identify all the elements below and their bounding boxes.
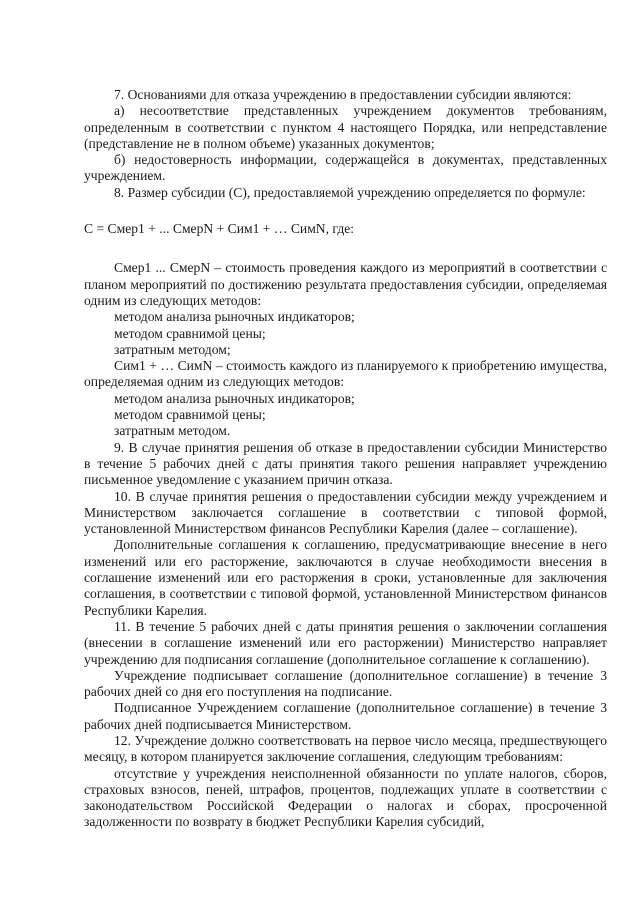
document-body [84, 87, 607, 831]
paragraph-7: 7. Основаниями для отказа учреждению в предоставлении субсидии являются: [114, 87, 572, 102]
method-cost-1: затратным методом; [114, 341, 231, 357]
paragraph-11: 11. В течение 5 рабочих дней с даты принятия решения о заключении соглашения (внесении в соглашение изменений или его расторжении) Министерство направляет учреждению для подписания соглашение (дополнительное соглашение к соглашению). [84, 618, 607, 667]
paragraph-9: 9. В случае принятия решения об отказе в предоставлении субсидии Министерство в течение 5 рабочих дней с даты принятия такого решения направляет учреждению письменное уведомление с указанием причин отказа. [84, 439, 607, 488]
method-market-indicators-1: методом анализа рыночных индикаторов; [114, 309, 355, 325]
paragraph-12-requirement: отсутствие у учреждения неисполненной обязанности по уплате налогов, сборов, страховых взносов, пеней, штрафов, процентов, подлежащих уплате в соответствии с законодательством Российской Федерации о налогах и сборах, просроченной задолженности по возврату в бюджет Республики Карелия субсидий, [84, 765, 607, 830]
method-market-indicators-2: методом анализа рыночных индикаторов; [114, 390, 355, 406]
paragraph-11-ministry: Подписанное Учреждением соглашение (дополнительное соглашение) в течение 3 рабочих дней подписывается Министерством. [84, 700, 607, 732]
paragraph-12: 12. Учреждение должно соответствовать на первое число месяца, предшествующего месяцу, в котором планируется заключение соглашения, следующим требованиям: [84, 732, 607, 765]
method-comparable-price-2: методом сравнимой цены; [114, 407, 266, 423]
paragraph-7b: б) недостоверность информации, содержащейся в документах, представленных учреждением. [84, 152, 607, 184]
method-comparable-price-1: методом сравнимой цены; [114, 325, 266, 341]
subsidy-formula: С = Смер1 + ... СмерN + Сим1 + … СимN, где: [84, 221, 355, 237]
paragraph-8: 8. Размер субсидии (С), предоставляемой учреждению определяется по формуле: [114, 184, 586, 200]
paragraph-11-signing: Учреждение подписывает соглашение (дополнительное соглашение) в течение 3 рабочих дней со дня его поступления на подписание. [84, 667, 607, 700]
paragraph-sim-definition: Сим1 + … СимN – стоимость каждого из планируемого к приобретению имущества, определяемая одним из следующих методов: [84, 358, 607, 390]
paragraph-7a: а) несоответствие представленных учреждением документов требованиям, определенным в соответствии с пунктом 4 настоящего Порядка, или непредставление (представление не в полном объеме) указанных документов; [84, 103, 607, 151]
method-cost-2: затратным методом. [114, 423, 231, 439]
paragraph-smer-definition: Смер1 ... СмерN – стоимость проведения каждого из мероприятий в соответствии с планом мероприятий по достижению результата предоставления субсидии, определяемая одним из следующих методов: [84, 260, 607, 308]
paragraph-10-additional: Дополнительные соглашения к соглашению, предусматривающие внесение в него изменений или его расторжение, заключаются в случае необходимости внесения в соглашение изменений или его расторжения в сроки, установленные для заключения соглашения, в соответствии с типовой формой, установленной Министерством финансов Республики Карелия. [84, 537, 607, 618]
paragraph-10: 10. В случае принятия решения о предоставлении субсидии между учреждением и Министерством заключается соглашение в соответствии с типовой формой, установленной Министерством финансов Республики Карелия (далее – соглашение). [84, 488, 607, 537]
